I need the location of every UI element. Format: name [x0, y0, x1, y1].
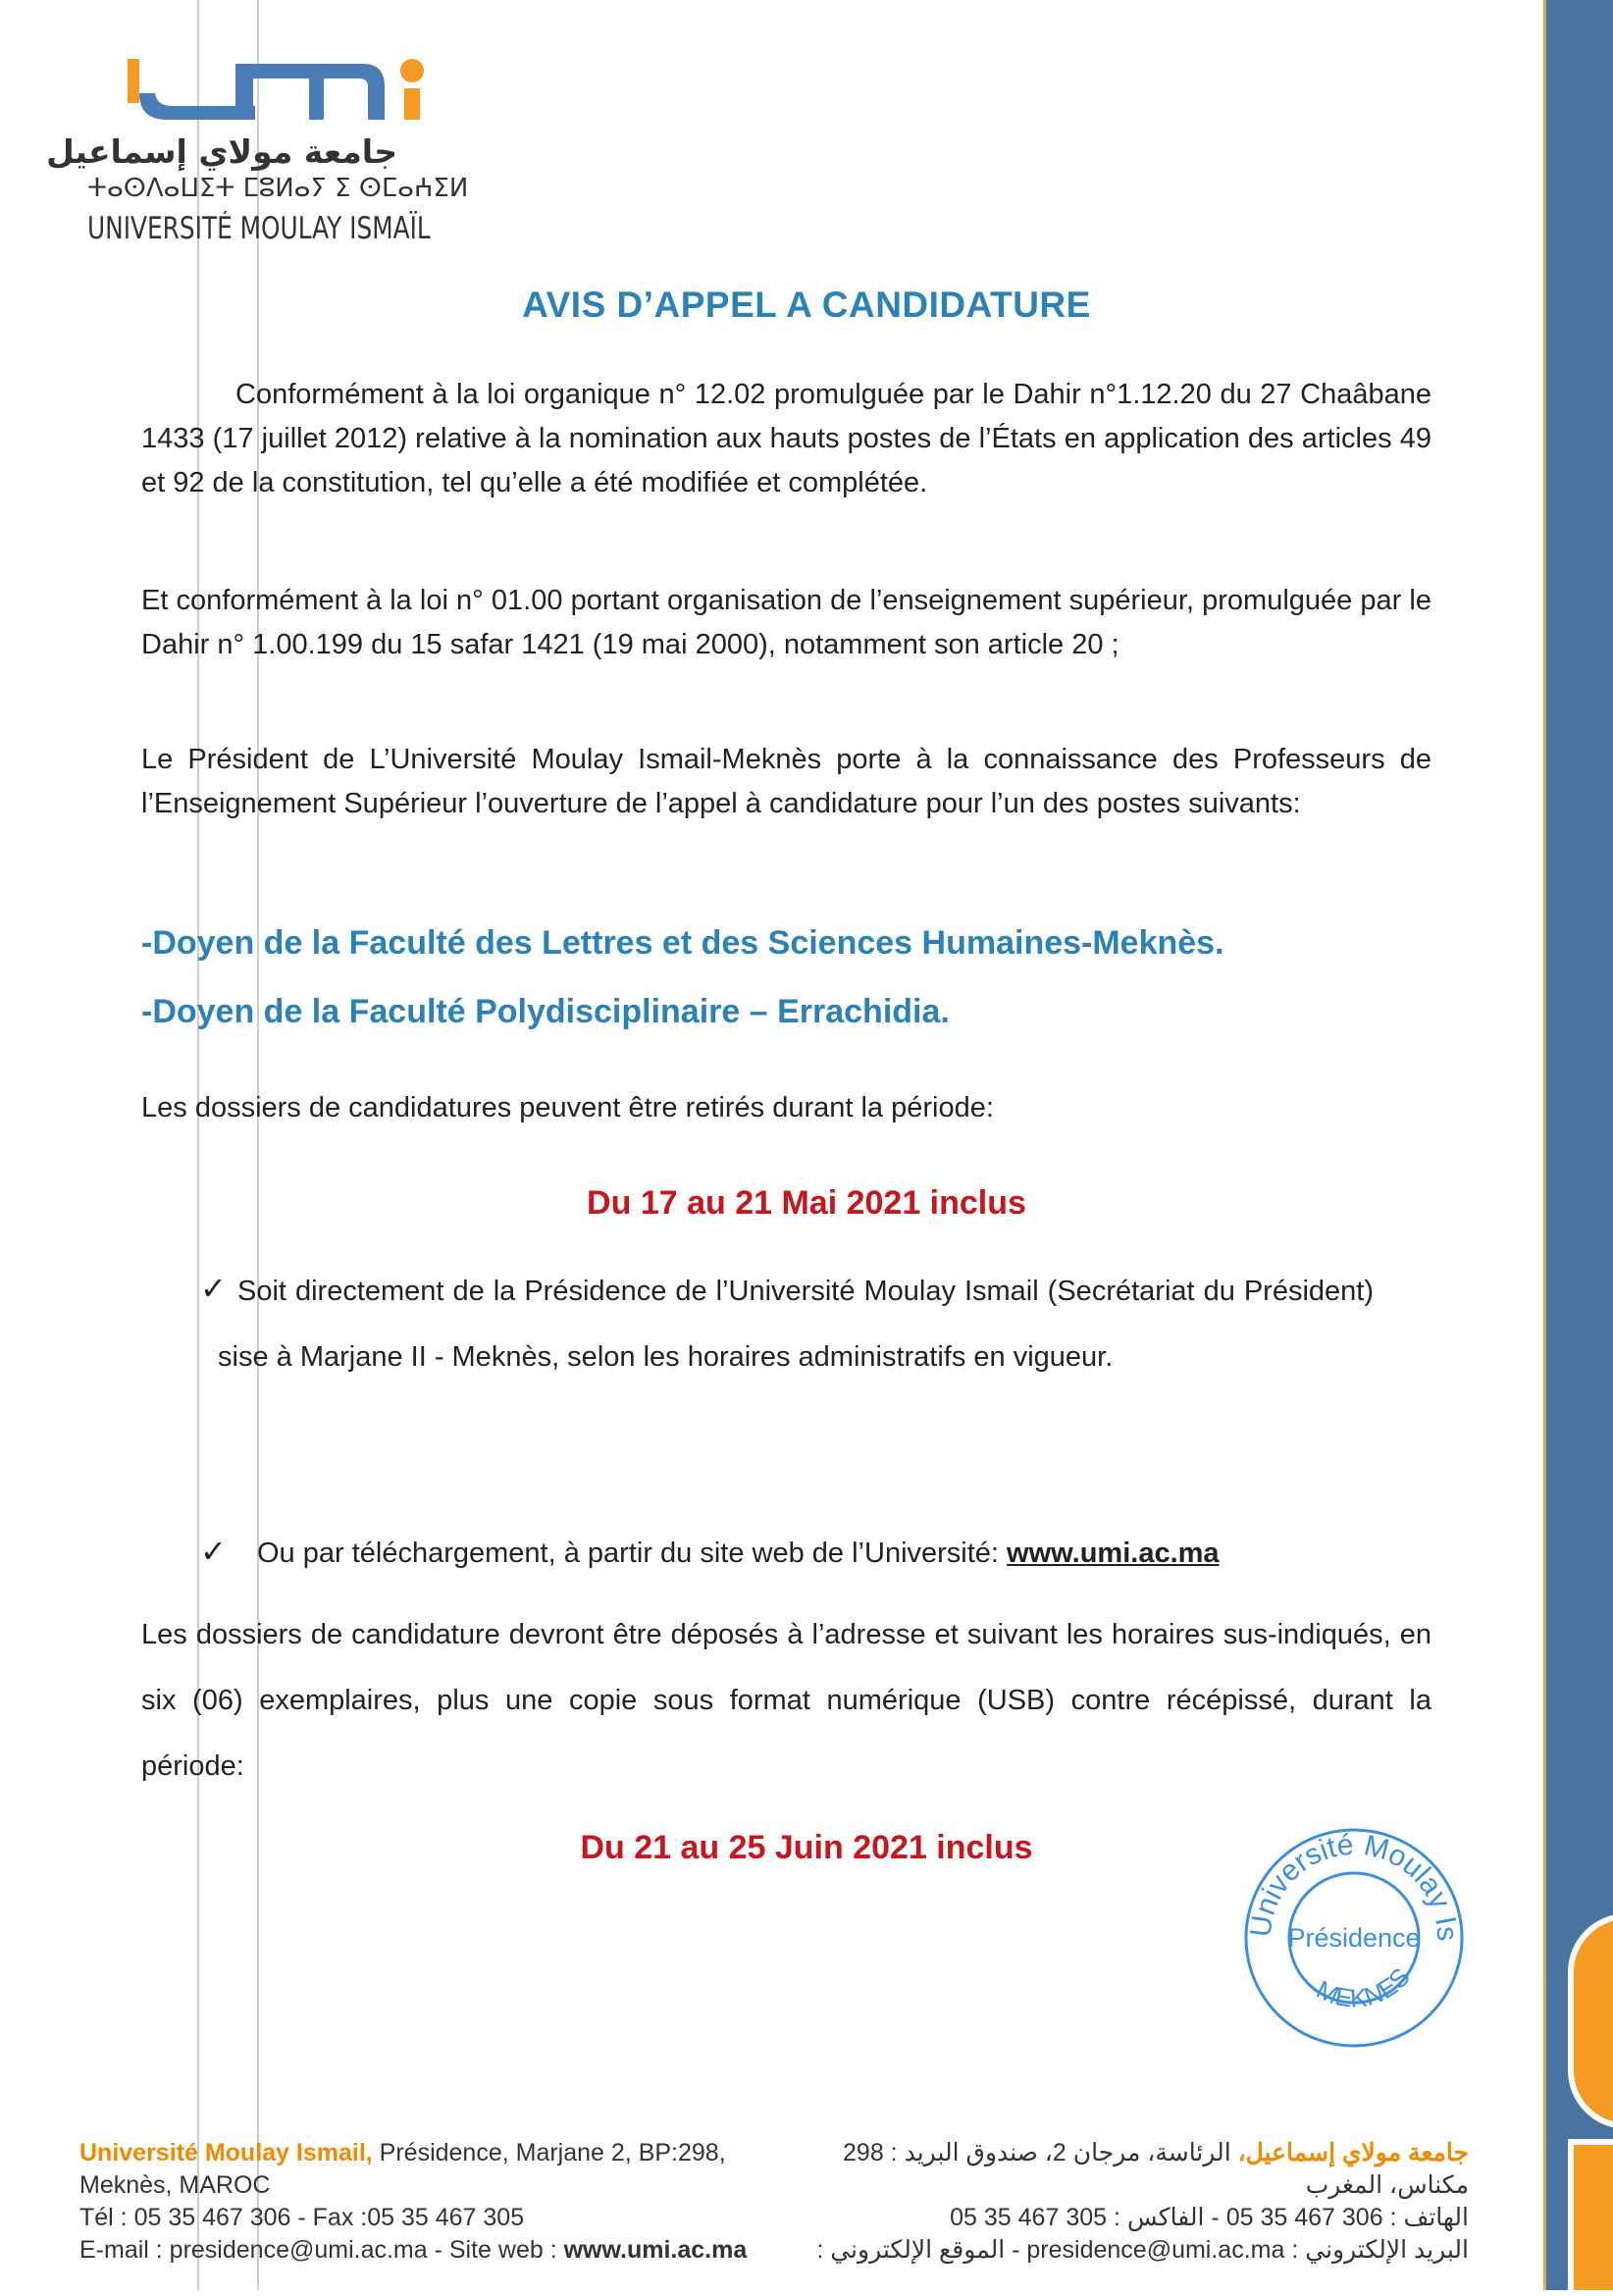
deposit-text: Les dossiers de candidature devront être déposés à l’adresse et suivant les horaires sus-indiqués, en six (06) exemplaires, plus une copie sous format numérique (USB) contre récépissé, durant la période:: [141, 1619, 1431, 1782]
option-1: Soit directement de la Présidence de l’Université Moulay Ismail (Secrétariat du Président) sise à Marjane II - Meknès, selon les horaires administratifs en vigueur.: [218, 1276, 1374, 1373]
stamp-outer-text: Université Moulay Is: [1244, 1828, 1464, 1942]
stamp-center-text: Présidence: [1287, 1923, 1421, 1953]
footer-right: [782, 2137, 1469, 2267]
deposit-period: Du 21 au 25 Juin 2021 inclus: [580, 1829, 1033, 1866]
option-2-text: Ou par téléchargement, à partir du site web de l’Université:: [257, 1538, 1008, 1569]
logo-tifinagh: ⵜⴰⵙⴷⴰⵡⵉⵜ ⵎⵓⵍⴰⵢ ⵉ ⵙⵎⴰⵄⵉⵍ: [87, 174, 469, 203]
checkmark-icon: ✓: [200, 1271, 227, 1306]
withdrawal-period: Du 17 au 21 Mai 2021 inclus: [587, 1184, 1026, 1222]
footer-city-ar: مكناس، المغرب: [1305, 2171, 1469, 2199]
footer-phone: Tél : 05 35 467 306 - Fax :05 35 467 305: [79, 2204, 525, 2231]
footer-address-ar: الرئاسة، مرجان 2، صندوق البريد : 298: [843, 2139, 1238, 2166]
post-2: -Doyen de la Faculté Polydisciplinaire – Errachidia.: [141, 993, 950, 1030]
logo-french: UNIVERSITÉ MOULAY ISMAÏL: [87, 211, 431, 246]
option-2: [257, 1521, 1220, 1587]
stamp-bottom-text: MEKNES: [1312, 1961, 1416, 2013]
paragraph-2: Et conformément à la loi n° 01.00 portant organisation de l’enseignement supérieur, promulguée par le Dahir n° 1.00.199 du 15 safar 1421 (19 mai 2000), notamment son article 20 ;: [141, 585, 1431, 660]
footer-org: Université Moulay Ismail,: [79, 2139, 373, 2166]
post-1: -Doyen de la Faculté des Lettres et des Sciences Humaines-Meknès.: [141, 924, 1224, 962]
umi-logo-icon: [128, 59, 451, 132]
footer-website[interactable]: www.umi.ac.ma: [563, 2236, 748, 2264]
footer-phone-ar: الهاتف : 306 467 35 05 - الفاكس : 305 467 35 05: [950, 2204, 1469, 2231]
svg-text:MEKNES: [1312, 1962, 1416, 2013]
website-link[interactable]: www.umi.ac.ma: [1007, 1538, 1220, 1569]
footer-email: E-mail : presidence@umi.ac.ma - Site web :: [79, 2236, 564, 2264]
paragraph-3: Le Président de L’Université Moulay Ismail-Meknès porte à la connaissance des Professeurs de l’Enseignement Supérieur l’ouverture de l’appel à candidature pour l’un des postes suivants:: [141, 744, 1431, 819]
withdrawal-intro: Les dossiers de candidatures peuvent être retirés durant la période:: [141, 1092, 994, 1123]
footer-address: Présidence, Marjane 2, BP:298,: [372, 2139, 726, 2166]
footer-email-ar: البريد الإلكتروني : presidence@umi.ac.ma - الموقع الإلكتروني :: [816, 2236, 1469, 2264]
decorative-sidebar: [1543, 0, 1613, 2290]
logo-arabic: جامعة مولاي إسماعيل: [46, 132, 397, 171]
checkmark-icon: ✓: [200, 1534, 227, 1569]
paragraph-1: Conformément à la loi organique n° 12.02 promulguée par le Dahir n°1.12.20 du 27 Chaâbane 1433 (17 juillet 2012) relative à la nomination aux hauts postes de l’États en application des articles 49 et 92 de la constitution, tel qu’elle a été modifiée et complétée.: [141, 379, 1431, 498]
presidence-stamp: [1241, 1825, 1467, 2051]
footer-city: Meknès, MAROC: [79, 2171, 271, 2199]
scan-line: [197, 0, 199, 2290]
scan-line: [257, 0, 259, 2290]
footer-org-ar: جامعة مولاي إسماعيل،: [1237, 2139, 1469, 2166]
footer-left: [79, 2137, 747, 2267]
page-title: AVIS D’APPEL A CANDIDATURE: [522, 285, 1091, 325]
